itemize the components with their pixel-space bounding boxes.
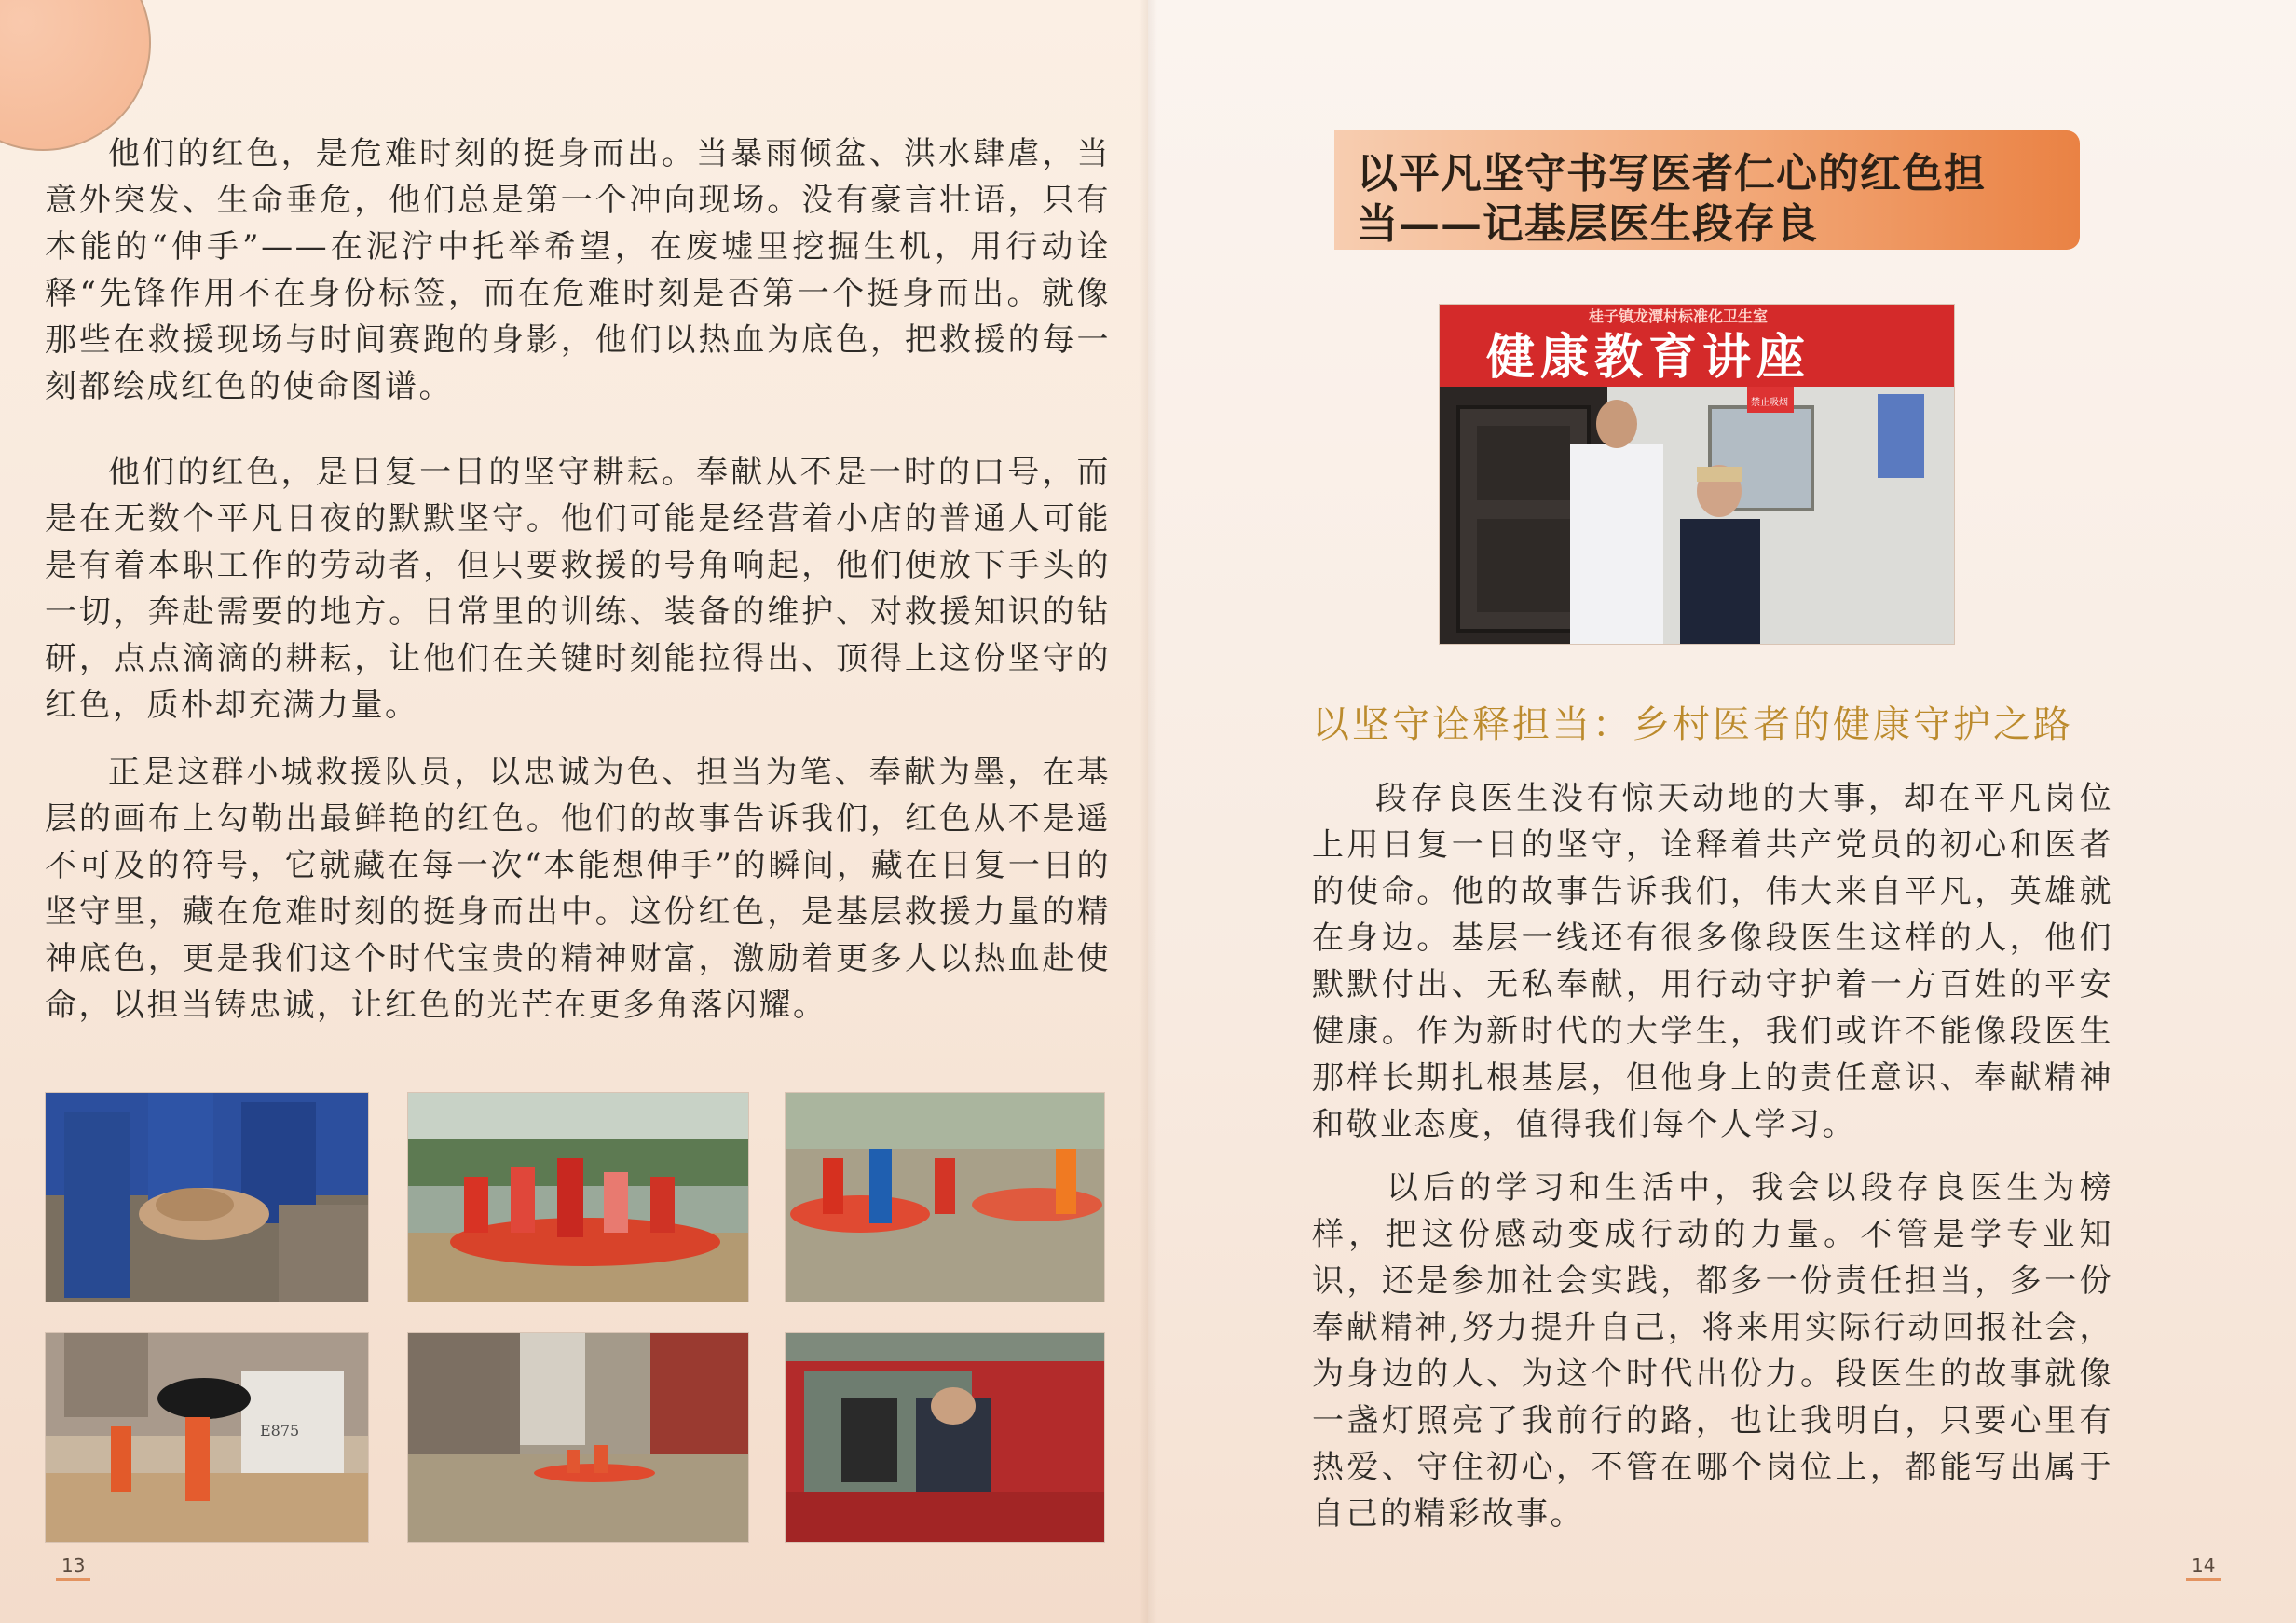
photo-flooded-street-raft xyxy=(407,1332,749,1543)
photo-rescue-vehicle-driver xyxy=(785,1332,1105,1543)
left-paragraph-3: 正是这群小城救援队员，以忠诚为色、担当为笔、奉献为墨，在基层的画布上勾勒出最鲜艳的红色。他们的故事告诉我们，红色从不是遥不可及的符号，它就藏在每一次“本能想伸手”的瞬间，藏在日复一日的坚守里，藏在危难时刻的挺身而出中。这份红色，是基层救援力量的精神底色，更是我们这个时代宝贵的精神财富，激励着更多人以热血赴使命，以担当铸忠诚，让红色的光芒在更多角落闪耀。 xyxy=(45,754,1111,1024)
left-paragraph-2: 他们的红色，是日复一日的坚守耕耘。奉献从不是一时的口号，而是在无数个平凡日夜的默默坚守。他们可能是经营着小店的普通人可能是有着本职工作的劳动者，但只要救援的号角响起，他们便放下手头的一切，奔赴需要的地方。日常里的训练、装备的维护、对救援知识的钻研，点点滴滴的耕耘，让他们在关键时刻能拉得出、顶得上这份坚守的红色，质朴却充满力量。 xyxy=(45,454,1111,724)
photo-joined-hands xyxy=(45,1092,369,1302)
photo-doctor-health-lecture xyxy=(1439,304,1955,645)
photo-flood-rescue-rafts xyxy=(785,1092,1105,1302)
right-paragraph-2: 以后的学习和生活中，我会以段存良医生为榜样，把这份感动变成行动的力量。不管是学专业知识，还是参加社会实践，都多一份责任担当，多一份奉献精神,努力提升自己，将来用实际行动回报社会，为身边的人、为这个时代出份力。段医生的故事就像一盏灯照亮了我前行的路，也让我明白，只要心里有热爱、守住初心，不管在哪个岗位上，都能写出属于自己的精彩故事。 xyxy=(1312,1169,2113,1533)
page-spine xyxy=(1139,0,1157,1623)
photo-street-flood-umbrella xyxy=(45,1332,369,1543)
left-paragraph-1: 他们的红色，是危难时刻的挺身而出。当暴雨倾盆、洪水肆虐，当意外突发、生命垂危，他们总是第一个冲向现场。没有豪言壮语，只有本能的“伸手”——在泥泞中托举希望，在废墟里挖掘生机，用行动诠释“先锋作用不在身份标签，而在危难时刻是否第一个挺身而出。就像那些在救援现场与时间赛跑的身影，他们以热血为底色，把救援的每一刻都绘成红色的使命图谱。 xyxy=(45,135,1111,405)
decorative-circle xyxy=(0,0,151,151)
right-page-number: 14 xyxy=(2186,1554,2221,1581)
banner-main-text: 健康教育讲座 xyxy=(1486,330,1811,386)
right-paragraph-1: 段存良医生没有惊天动地的大事，却在平凡岗位上用日复一日的坚守，诠释着共产党员的初心和医者的使命。他的故事告诉我们，伟大来自平凡，英雄就在身边。基层一线还有很多像段医生这样的人，他们默默付出、无私奉献，用行动守护着一方百姓的平安健康。作为新时代的大学生，我们或许不能像段医生那样长期扎根基层，但他身上的责任意识、奉献精神和敬业态度，值得我们每个人学习。 xyxy=(1312,780,2113,1143)
article-title-banner xyxy=(1334,130,2080,250)
article-title-line-2: 当——记基层医生段存良 xyxy=(1357,200,1818,248)
no-smoking-sign-text: 禁止吸烟 xyxy=(1751,398,1788,408)
article-title-line-1: 以平凡坚守书写医者仁心的红色担 xyxy=(1357,150,1986,198)
photo-rescue-boat xyxy=(407,1092,749,1302)
section-subheading: 以坚守诠释担当：乡村医者的健康守护之路 xyxy=(1312,703,2073,746)
left-page-number: 13 xyxy=(56,1554,90,1581)
banner-top-text: 桂子镇龙潭村标准化卫生室 xyxy=(1589,307,1769,325)
truck-plate-label: E875 xyxy=(260,1422,300,1439)
